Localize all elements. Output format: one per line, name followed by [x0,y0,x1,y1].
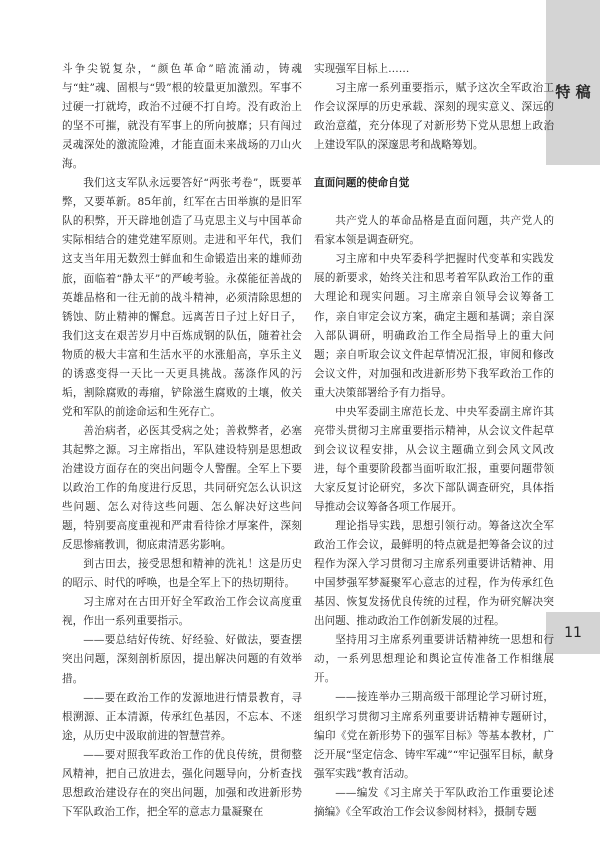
paragraph: 习主席对在古田开好全军政治工作会议高度重视，作出一系列重要指示。 [62,596,302,628]
paragraph: 共产党人的革命品格是直面问题，共产党人的看家本领是调查研究。 [314,215,554,247]
left-column [62,60,302,822]
paragraph: 理论指导实践，思想引领行动。筹备这次全军政治工作会议，最鲜明的特点就是把筹备会议的过程作为深入学习贯彻习主席系列重要讲话精神、用中国梦强军梦凝聚军心意志的过程，作为传承红色基因、恢复发扬优良传统的过程，作为研究解决突出问题、推动政治工作创新发展的过程。 [314,520,554,628]
paragraph: 到古田去，接受思想和精神的洗礼！这是历史的昭示、时代的呼唤，也是全军上下的热切期待。 [62,558,302,590]
paragraph: ——接连举办三期高级干部理论学习研讨班，组织学习贯彻习主席系列重要讲话精神专题研讨，编印《党在新形势下的强军目标》等基本教材，广泛开展“坚定信念、铸牢军魂”“牢记强军目标，献身强军实践”教育活动。 [314,691,554,780]
paragraph: 斗争尖锐复杂，“颜色革命”暗流涌动，铸魂与“蛀”魂、固根与“毁”根的较量更加激烈。军事不过硬一打就垮，政治不过硬不打自垮。没有政治上的坚不可摧，就没有军事上的所向披靡；只有闯过灵魂深处的激流险滩，才能直面未来战场的刀山火海。 [62,63,302,171]
sidebar [546,0,600,849]
paragraph: ——要在政治工作的发源地进行情景教育，寻根溯源、正本清源，传承红色基因，不忘本、不迷途，从历史中汲取前进的智慧营养。 [62,691,302,742]
paragraph: 习主席一系列重要指示，赋予这次全军政治工作会议深厚的历史承载、深刻的现实意义、深远的政治意蕴，充分体现了对新形势下党从思想上政治上建设军队的深邃思考和战略筹划。 [314,82,554,152]
sidebar-header-band [546,0,600,165]
paragraph: ——要对照我军政治工作的优良传统，贯彻整风精神，把自己放进去，强化问题导向，分析查找思想政治建设存在的突出问题，加强和改进新形势下军队政治工作，把全军的意志力量凝聚在 [62,748,302,818]
paragraph: 实现强军目标上…… [314,63,410,75]
paragraph: 坚持用习主席系列重要讲话精神统一思想和行动，一系列思想理论和舆论宣传准备工作相继展开。 [314,634,554,685]
paragraph: ——编发《习主席关于军队政治工作重要论述摘编》《全军政治工作会议参阅材料》，摄制专题 [314,786,554,818]
right-column [314,60,554,822]
paragraph: 中央军委副主席范长龙、中央军委副主席许其亮带头贯彻习主席重要指示精神，从会议文件起草到会议议程安排，从会议主题确立到会风文风改进，每个重要阶段都当面听取汇报，重要问题带领大家反复讨论研究，多次下部队调查研究，具体指导推动会议筹备各项工作展开。 [314,405,554,513]
paragraph: 习主席和中央军委科学把握时代变革和实践发展的新要求，始终关注和思考着军队政治工作的重大理论和现实问题。习主席亲自领导会议筹备工作，亲自审定会议方案，确定主题和基调；亲自深入部队调研，明确政治工作全局指导上的重大问题；亲自听取会议文件起草情况汇报，审阅和修改会议文件，对加强和改进新形势下我军政治工作的重大决策部署给予有力指导。 [314,253,554,399]
section-heading: 直面问题的使命自觉 [314,177,410,190]
paragraph: 善治病者，必医其受病之处；善救弊者，必塞其起弊之源。习主席指出，军队建设特别是思想政治建设方面存在的突出问题令人警醒。全军上下要以政治工作的角度进行反思，共同研究怎么认识这些问题、怎么对待这些问题、怎么解决好这些问题，特别要高度重视和严肃看待徐才厚案件，深刻反思惨痛教训，彻底肃清恶劣影响。 [62,424,302,552]
page-number: 11 [546,612,600,654]
section-label: 特 稿 [555,83,591,101]
paragraph: 我们这支军队永远要答好“两张考卷”，既要革弊，又要革新。85年前，红军在古田举旗的是旧军队的积弊，开天辟地创造了马克思主义与中国革命实际相结合的建党建军原则。走进和平年代，我们这支当年用无数烈士鲜血和生命锻造出来的雄师劲旅，面临着“静太平”的严峻考验。永葆能征善战的英雄品格和一往无前的战斗精神，必须清除思想的锈蚀、防止精神的懈怠。远离苦日子过上好日子，我们这支在艰苦岁月中百炼成钢的队伍，随着社会物质的极大丰富和生活水平的水涨船高，享乐主义的诱惑变得一天比一天更具挑战。荡涤作风的污垢，割除腐败的毒瘤，铲除滋生腐败的土壤，攸关党和军队的前途命运和生死存亡。 [62,177,302,418]
paragraph: ——要总结好传统、好经验、好做法，要查摆突出问题，深刻剖析原因，提出解决问题的有效举措。 [62,634,302,685]
